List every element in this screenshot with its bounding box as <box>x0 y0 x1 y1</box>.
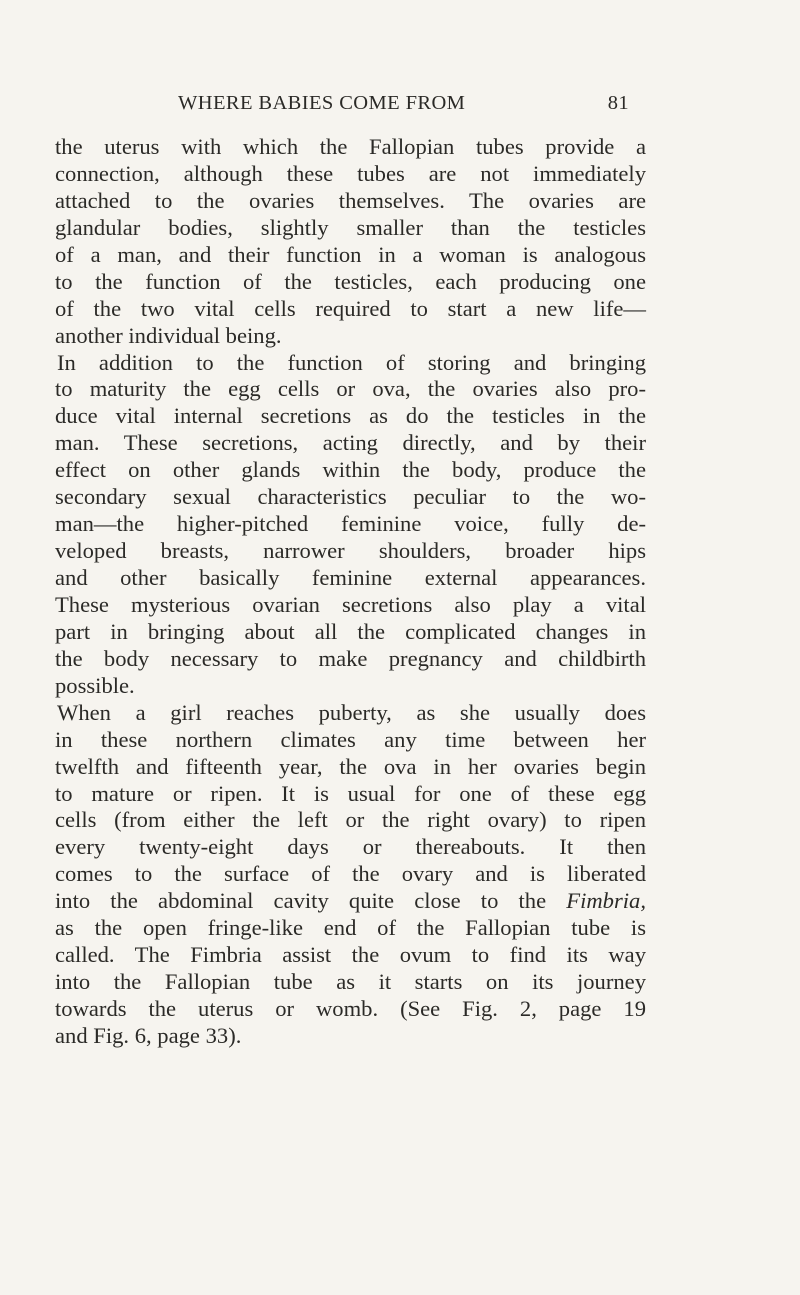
text-line: man. These secretions, acting directly, and by their <box>55 430 646 456</box>
text-line-with-italic <box>55 888 646 915</box>
text-line: to the function of the testicles, each producing one <box>55 268 646 294</box>
body-text <box>55 134 646 1050</box>
text-line: These mysterious ovarian secretions also play a vital <box>55 591 646 617</box>
text-line: and Fig. 6, page 33). <box>55 1022 242 1048</box>
text-line: comes to the surface of the ovary and is liberated <box>55 861 646 887</box>
text-line: the body necessary to make pregnancy and childbirth <box>55 645 646 671</box>
text-line: glandular bodies, slightly smaller than the testicles <box>55 214 646 240</box>
text-line: connection, although these tubes are not immediately <box>55 160 646 186</box>
text-line: the uterus with which the Fallopian tubes provide a <box>55 134 646 159</box>
text-line: towards the uterus or womb. (See Fig. 2, page 19 <box>55 996 646 1021</box>
paragraph-start-line: When a girl reaches puberty, as she usually does <box>57 699 646 725</box>
text-line: as the open fringe-like end of the Fallopian tube is <box>55 915 646 941</box>
text-line: twelfth and fifteenth year, the ova in her ovaries begin <box>55 753 646 779</box>
text-line: secondary sexual characteristics peculiar to the wo- <box>55 484 646 510</box>
text-line: man—the higher-pitched feminine voice, fully de- <box>55 511 646 537</box>
page-number: 81 <box>607 92 629 114</box>
text-line: called. The Fimbria assist the ovum to find its way <box>55 942 646 968</box>
text-line: part in bringing about all the complicated changes in <box>55 618 646 644</box>
text-line: and other basically feminine external appearances. <box>55 565 646 590</box>
text-line: of a man, and their function in a woman is analogous <box>55 241 646 267</box>
paragraph-start-line: In addition to the function of storing and bringing <box>57 349 646 375</box>
text-line: effect on other glands within the body, produce the <box>55 457 646 483</box>
text-line: in these northern climates any time between her <box>55 726 646 752</box>
text-line: another individual being. <box>55 322 282 348</box>
text-line: every twenty-eight days or thereabouts. It then <box>55 834 646 860</box>
text-run: into the abdominal cavity quite close to the <box>55 888 547 914</box>
running-title: WHERE BABIES COME FROM <box>178 92 466 114</box>
text-line: to mature or ripen. It is usual for one of these egg <box>55 780 646 806</box>
text-line: into the Fallopian tube as it starts on its journey <box>55 969 646 995</box>
running-header <box>178 89 629 117</box>
text-line: to maturity the egg cells or ova, the ovaries also pro- <box>55 376 646 402</box>
italic-term: Fimbria, <box>566 888 646 914</box>
text-line: cells (from either the left or the right ovary) to ripen <box>55 807 646 833</box>
text-line: duce vital internal secretions as do the testicles in the <box>55 403 646 429</box>
text-line: of the two vital cells required to start a new life— <box>55 295 646 321</box>
text-line: possible. <box>55 672 135 698</box>
text-line: attached to the ovaries themselves. The ovaries are <box>55 187 646 213</box>
text-line: veloped breasts, narrower shoulders, broader hips <box>55 538 646 564</box>
